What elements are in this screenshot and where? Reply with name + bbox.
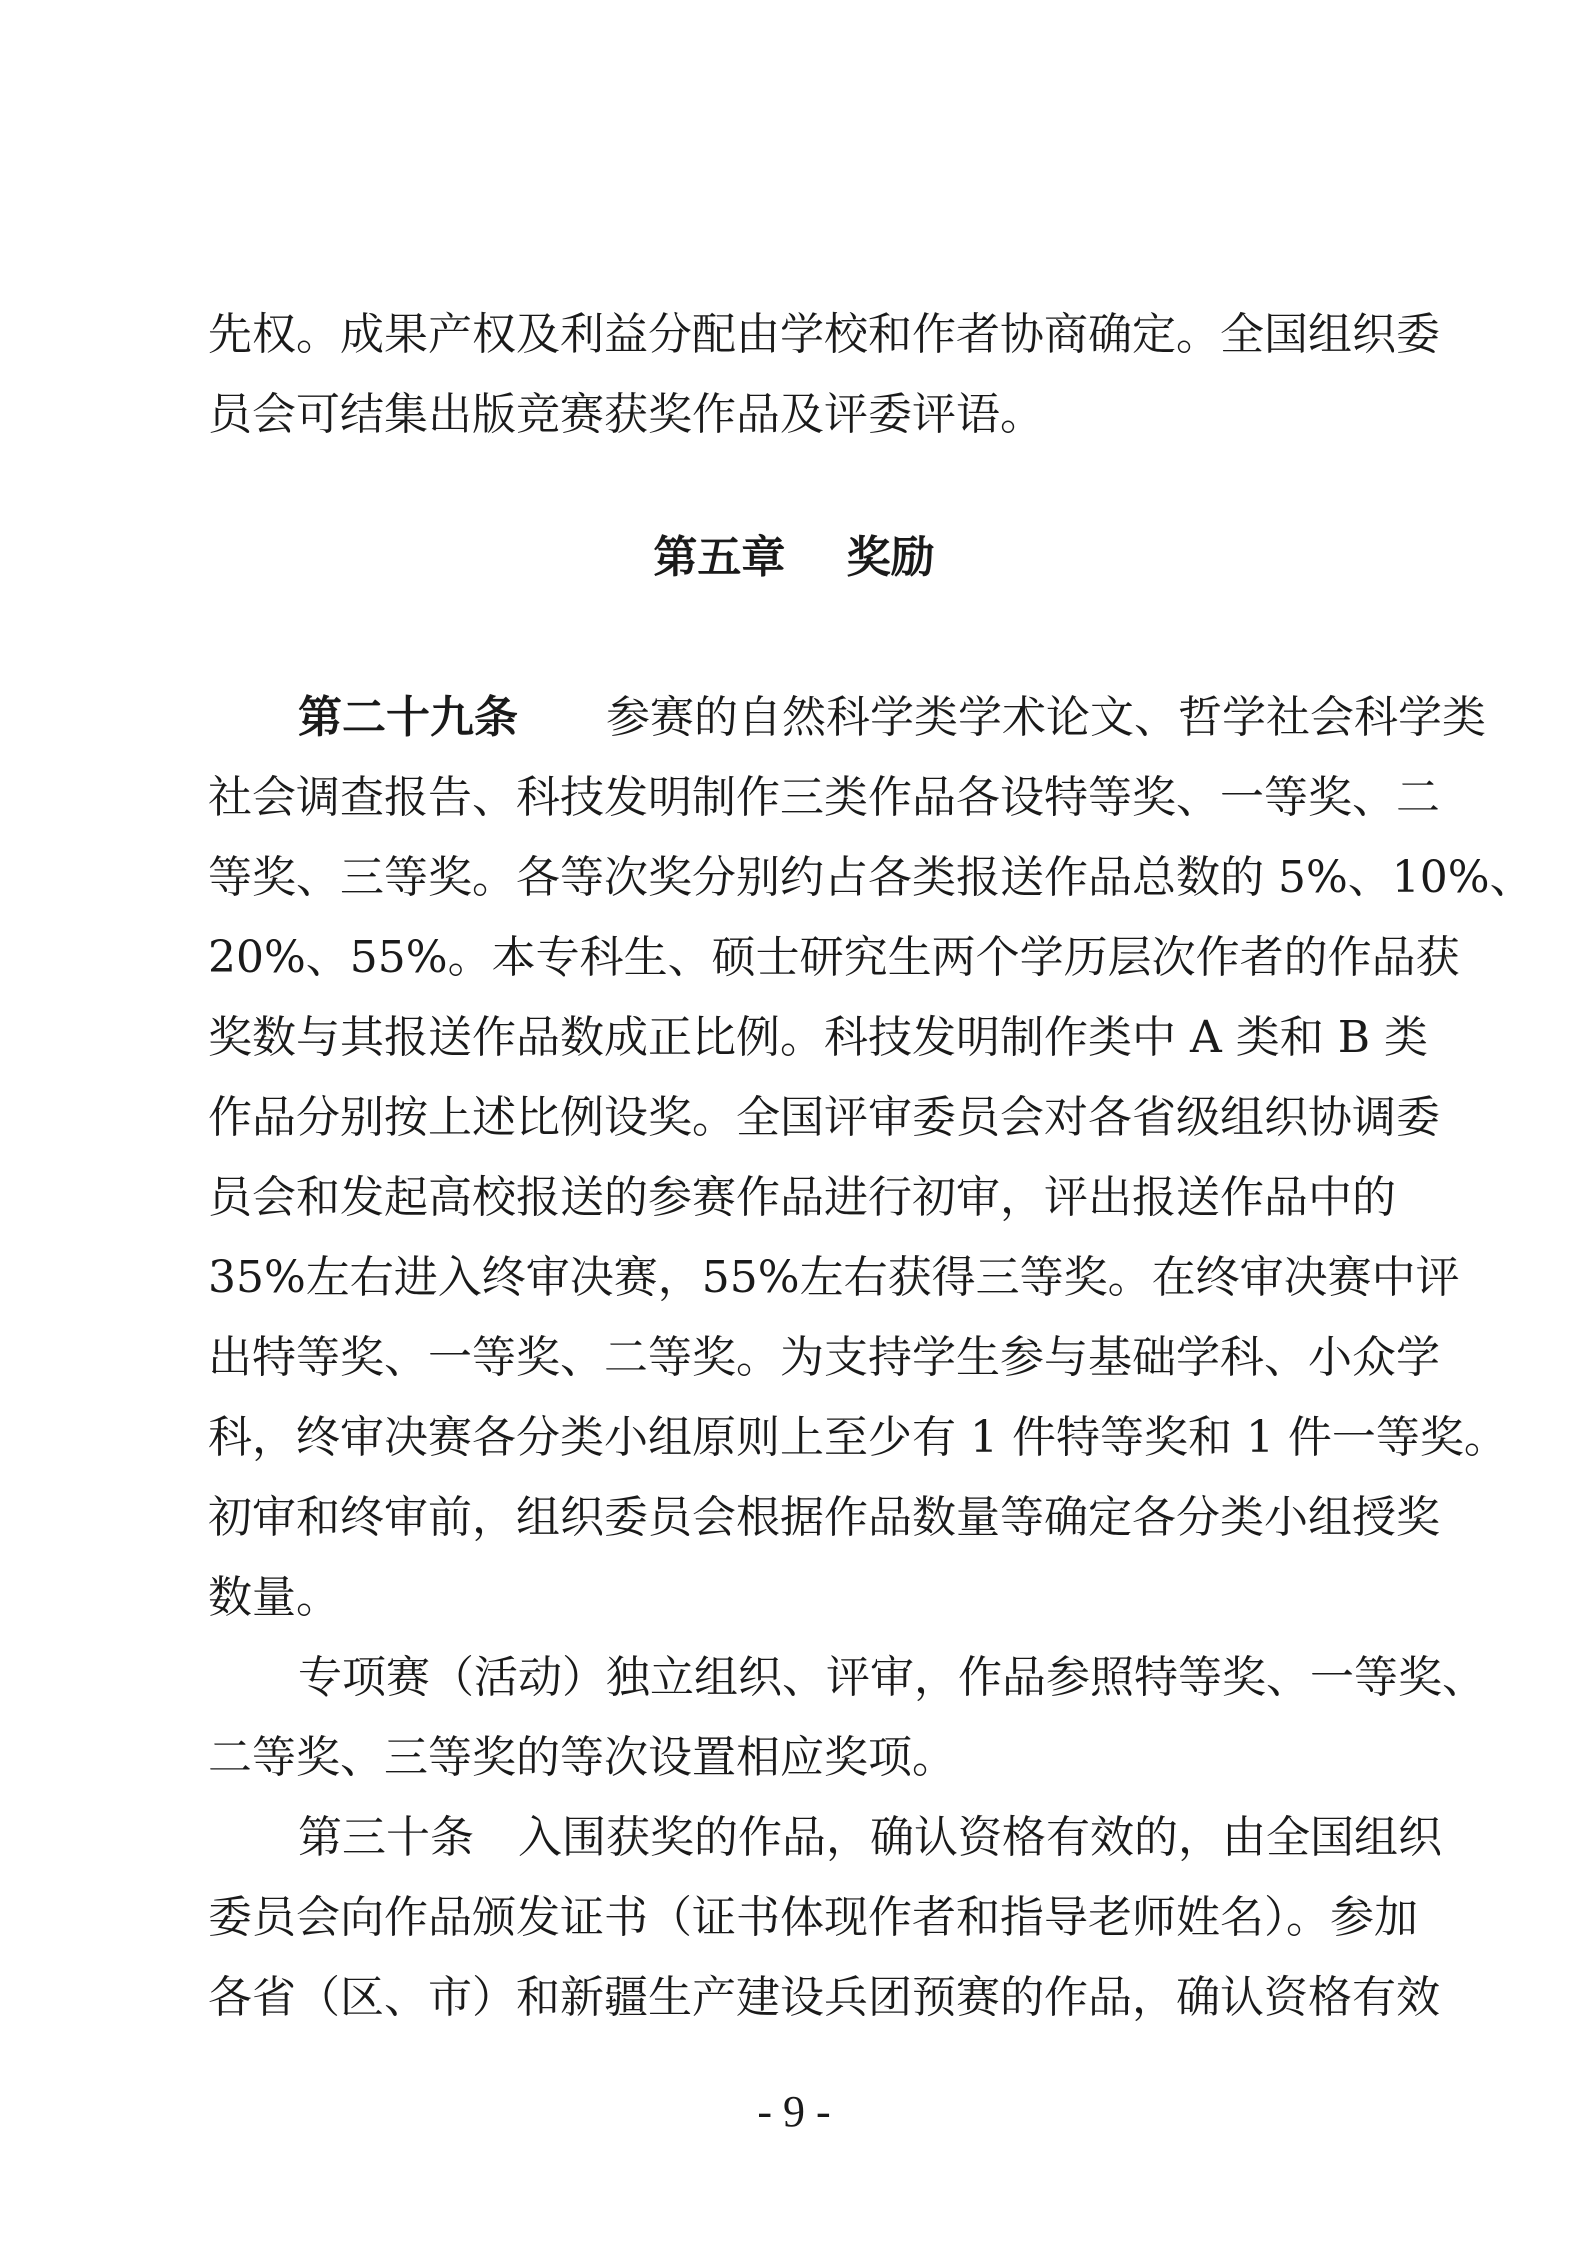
article-29-line: 员会和发起高校报送的参赛作品进行初审，评出报送作品中的 <box>208 1172 1396 1223</box>
article-29-line: 等奖、三等奖。各等次奖分别约占各类报送作品总数的 5%、10%、 <box>208 852 1534 903</box>
article-29-line: 数量。 <box>208 1572 340 1623</box>
chapter-heading <box>0 528 1588 588</box>
special-events-first-line: 专项赛（活动）独立组织、评审，作品参照特等奖、一等奖、 <box>298 1652 1486 1703</box>
article-29-line: 奖数与其报送作品数成正比例。科技发明制作类中 A 类和 B 类 <box>208 1012 1429 1063</box>
article-30-first-line: 第三十条 入围获奖的作品，确认资格有效的，由全国组织 <box>298 1812 1442 1863</box>
article-29-label: 第二十九条 <box>298 692 518 743</box>
continuation-line-2: 员会可结集出版竞赛获奖作品及评委评语。 <box>208 389 1044 440</box>
article-29-line: 35%左右进入终审决赛，55%左右获得三等奖。在终审决赛中评 <box>208 1252 1460 1303</box>
article-29-line: 作品分别按上述比例设奖。全国评审委员会对各省级组织协调委 <box>208 1092 1440 1143</box>
article-29-line: 出特等奖、一等奖、二等奖。为支持学生参与基础学科、小众学 <box>208 1332 1440 1383</box>
article-30-line: 各省（区、市）和新疆生产建设兵团预赛的作品，确认资格有效 <box>208 1972 1440 2023</box>
page-number: - 9 - <box>757 2087 831 2136</box>
continuation-line-1: 先权。成果产权及利益分配由学校和作者协商确定。全国组织委 <box>208 309 1440 360</box>
article-29-line: 科，终审决赛各分类小组原则上至少有 1 件特等奖和 1 件一等奖。 <box>208 1412 1508 1463</box>
special-events-line: 二等奖、三等奖的等次设置相应奖项。 <box>208 1732 956 1783</box>
chapter-number: 第五章 <box>653 532 786 583</box>
article-29-line: 初审和终审前，组织委员会根据作品数量等确定各分类小组授奖 <box>208 1492 1440 1543</box>
article-29-line: 社会调查报告、科技发明制作三类作品各设特等奖、一等奖、二 <box>208 772 1440 823</box>
article-29-line: 20%、55%。本专科生、硕士研究生两个学历层次作者的作品获 <box>208 932 1460 983</box>
article-30-line: 委员会向作品颁发证书（证书体现作者和指导老师姓名）。参加 <box>208 1892 1418 1943</box>
article-29-first-line-text: 参赛的自然科学类学术论文、哲学社会科学类 <box>606 692 1486 743</box>
article-29-first-line <box>298 688 1486 748</box>
chapter-title: 奖励 <box>846 532 935 583</box>
